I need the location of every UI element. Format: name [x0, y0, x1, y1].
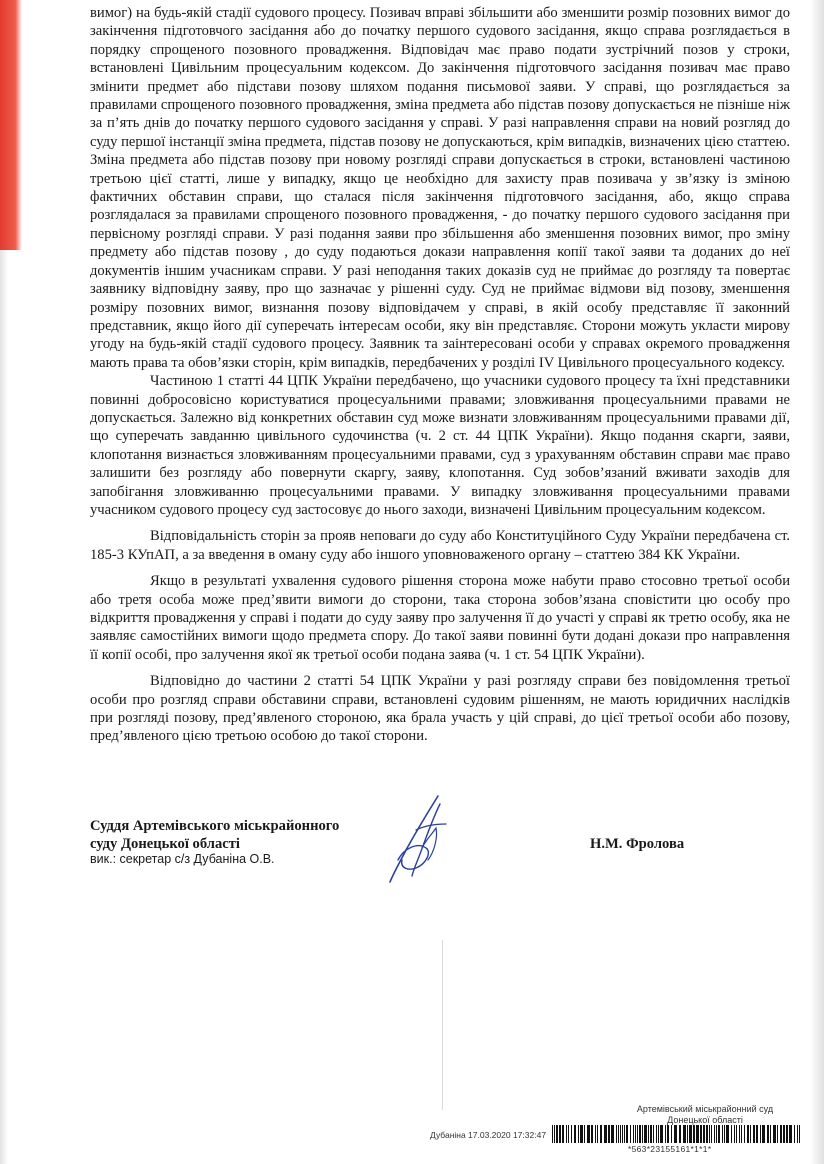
barcode-text: *563*23155161*1*1*: [628, 1144, 712, 1154]
judge-title-line-1: Суддя Артемівського міськрайонного: [90, 818, 340, 834]
judge-name: Н.М. Фролова: [590, 836, 685, 852]
paragraph-5: Відповідно до частини 2 статті 54 ЦПК України у разі розгляду справи без повідомлення третьої особи про розгляд справи обставини справи, встановлені судовим рішенням, не мають юридичних наслідків при розгляді позову, пред’явленого стороною, яка брала участь у цій справі, до цієї третьої особи або позову, пред’явленого цією третьою особою до такої сторони.: [90, 673, 790, 745]
court-stamp-line-1: Артемівський міськрайонний суд: [636, 1104, 774, 1114]
court-stamp: [605, 1104, 805, 1126]
barcode-icon: [552, 1125, 804, 1143]
handwritten-signature-icon: [376, 790, 466, 890]
scan-edge-shadow-right: [810, 0, 824, 1164]
paragraph-2: Частиною 1 статті 44 ЦПК України передбачено, що учасники судового процесу та їхні представники повинні добросовісно користуватися процесуальними правами; зловживання процесуальними правами не допускається. Залежно від конкретних обставин суд може визнати зловживанням процесуальними правами дії, що суперечать завданню цивільного судочинства (ч. 2 ст. 44 ЦПК України). Якщо подання скарги, заяви, клопотання визнається зловживанням процесуальними правами, суд з урахуванням обставин справи має право залишити без розгляду або повернути скаргу, заяву, клопотання. Суд зобов’язаний вживати заходів для запобігання зловживанню процесуальними правами. У випадку зловживання процесуальними правами учасником судового процесу суд застосовує до нього заходи, визначені Цивільним процесуальним кодексом.: [90, 373, 790, 518]
executor-note: вик.: секретар с/з Дубаніна О.В.: [90, 852, 275, 866]
document-body: [90, 4, 790, 746]
judge-title: [90, 817, 390, 854]
scan-edge-red: [0, 0, 22, 250]
court-stamp-line-2: Донецької області: [667, 1115, 743, 1125]
paragraph-1: вимог) на будь-якій стадії судового процесу. Позивач вправі збільшити або зменшити розмір позовних вимог до закінчення підготовчого засідання або до початку першого судового засідання, якщо справа розглядається в порядку спрощеного позовного провадження. Відповідач має право подати зустрічний позов у строки, встановлені Цивільним процесуальним кодексом. До закінчення підготовчого засідання позивач має право змінити предмет або підстави позову шляхом подання письмової заяви. У справі, що розглядається за правилами спрощеного позовного провадження, зміна предмета або підстав позову допускається не пізніше ніж за п’ять днів до початку першого судового засідання у справі. У разі направлення справи на новий розгляд до суду першої інстанції зміна предмета, підстав позову не допускаються, крім випадків, визначених цією статтею. Зміна предмета або підстав позову при новому розгляді справи допускається в строки, встановлені частиною третьою цієї статті, лише у випадку, якщо це необхідно для захисту прав позивача у зв’язку із зміною фактичних обставин справи, що сталася після закінчення підготовчого засідання, або, якщо справа розглядалася за правилами спрощеного позовного провадження, - до початку першого судового засідання при первісному розгляді справи. У разі подання заяви про збільшення або зменшення позовних вимог, про зміну предмету або підстав позову , до суду подаються докази направлення копії такої заяви та доданих до неї документів іншим учасникам справи. У разі неподання таких доказів суд не приймає до розгляду та повертає заявнику відповідну заяву, про що зазначає у рішенні суду. Суд не приймає відмови від позову, зменшення розміру позовних вимог, визнання позову відповідачем у справі, в якій особу представляє її законний представник, якщо його дії суперечать інтересам особи, яку він представляє. Сторони можуть укласти мирову угоду на будь-якій стадії судового процесу. Заявник та заінтересовані особи у справах окремого провадження мають права та обов’язки сторін, крім випадків, передбачених у розділі IV Цивільного процесуального кодексу.: [90, 5, 790, 371]
paragraph-3: Відповідальність сторін за прояв неповаги до суду або Конституційного Суду України передбачена ст. 185-3 КУпАП, а за введення в оману суду або іншого уповноваженого органу – статтею 384 КК України.: [90, 528, 790, 563]
paper-crease: [442, 940, 443, 1110]
paragraph-4: Якщо в результаті ухвалення судового рішення сторона може набути право стосовно третьої особи або третя особа може пред’явити вимоги до сторони, така сторона зобов’язана сповістити цю особу про відкриття провадження у справі і подати до суду заяву про залучення її до участі у справі як третю особу, яка не заявляє самостійних вимоги щодо предмета спору. До такої заяви повинні бути додані докази про направлення її копії особі, про залучення якої як третьої особи подана заява (ч. 1 ст. 54 ЦПК України).: [90, 573, 790, 663]
scan-edge-shadow-left: [0, 250, 8, 1164]
judge-title-line-2: суду Донецької області: [90, 836, 240, 853]
print-timestamp: Дубаніна 17.03.2020 17:32:47: [430, 1130, 547, 1140]
